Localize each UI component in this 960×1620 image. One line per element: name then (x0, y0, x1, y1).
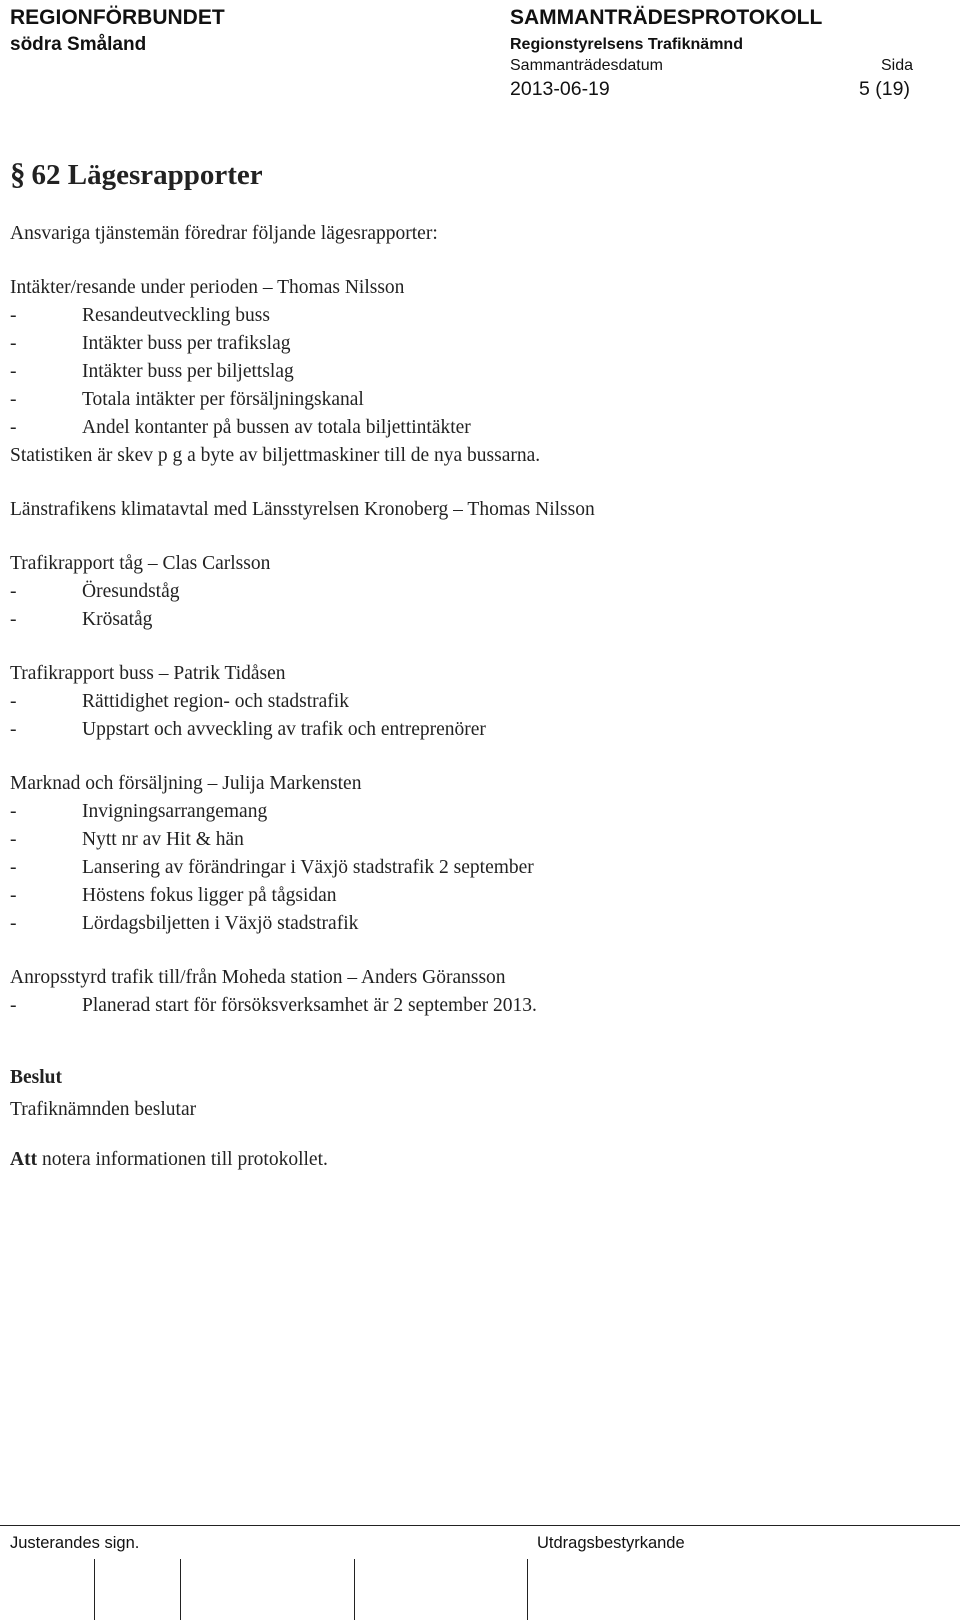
att-text: notera informationen till protokollet. (41, 1149, 328, 1170)
section-symbol: § (10, 156, 26, 191)
org-name-line1: REGIONFÖRBUNDET (10, 6, 225, 29)
list-item: - Höstens fokus ligger på tågsidan (10, 885, 337, 906)
list-item: - Öresundståg (10, 581, 180, 602)
list-item: - Resandeutveckling buss (10, 305, 270, 326)
list-item: - Rättidighet region- och stadstrafik (10, 691, 349, 712)
utdragsbestyrkande-label: Utdragsbestyrkande (537, 1534, 685, 1552)
report-heading: Anropsstyrd trafik till/från Moheda station – Anders Göransson (10, 967, 506, 988)
signature-divider (527, 1559, 528, 1620)
att-label: Att (10, 1149, 38, 1170)
justerandes-sign-label: Justerandes sign. (10, 1534, 140, 1552)
list-item: - Totala intäkter per försäljningskanal (10, 389, 364, 410)
list-item: - Intäkter buss per trafikslag (10, 333, 291, 354)
decision-heading: Beslut (10, 1067, 63, 1088)
report-heading: Trafikrapport buss – Patrik Tidåsen (10, 663, 286, 684)
page-number: 5 (19) (859, 78, 910, 100)
document-type: SAMMANTRÄDESPROTOKOLL (510, 6, 823, 29)
footer-rule (0, 1525, 960, 1526)
report-heading: Marknad och försäljning – Julija Markensten (10, 773, 362, 794)
meeting-date-label: Sammanträdesdatum (510, 57, 663, 74)
signature-footer (0, 1525, 960, 1620)
list-item: - Invigningsarrangemang (10, 801, 268, 822)
section-title (10, 146, 940, 202)
org-name-line2: södra Småland (10, 34, 147, 55)
decision-text: Trafiknämnden beslutar (10, 1099, 197, 1120)
meeting-date: 2013-06-19 (510, 78, 610, 100)
list-item: - Lördagsbiljetten i Växjö stadstrafik (10, 913, 359, 934)
report-heading: Trafikrapport tåg – Clas Carlsson (10, 553, 271, 574)
signature-divider (180, 1559, 181, 1620)
list-item: - Krösatåg (10, 609, 153, 630)
section-title-text: 62 Lägesrapporter (31, 159, 263, 191)
intro-text: Ansvariga tjänstemän föredrar följande lägesrapporter: (10, 223, 438, 244)
list-item: - Planerad start för försöksverksamhet är 2 september 2013. (10, 995, 537, 1016)
decision-att (10, 1146, 940, 1174)
report-heading: Länstrafikens klimatavtal med Länsstyrelsen Kronoberg – Thomas Nilsson (10, 499, 595, 520)
report-heading: Intäkter/resande under perioden – Thomas Nilsson (10, 277, 405, 298)
signature-divider (354, 1559, 355, 1620)
document-body (10, 146, 940, 1174)
report-note: Statistiken är skev p g a byte av biljettmaskiner till de nya bussarna. (10, 445, 541, 466)
signature-divider (94, 1559, 95, 1620)
page-label: Sida (881, 57, 914, 74)
list-item: - Nytt nr av Hit & hän (10, 829, 244, 850)
list-item: - Uppstart och avveckling av trafik och entreprenörer (10, 719, 486, 740)
list-item: - Andel kontanter på bussen av totala biljettintäkter (10, 417, 471, 438)
board-name: Regionstyrelsens Trafiknämnd (510, 36, 743, 53)
list-item: - Intäkter buss per biljettslag (10, 361, 294, 382)
list-item: - Lansering av förändringar i Växjö stadstrafik 2 september (10, 857, 534, 878)
